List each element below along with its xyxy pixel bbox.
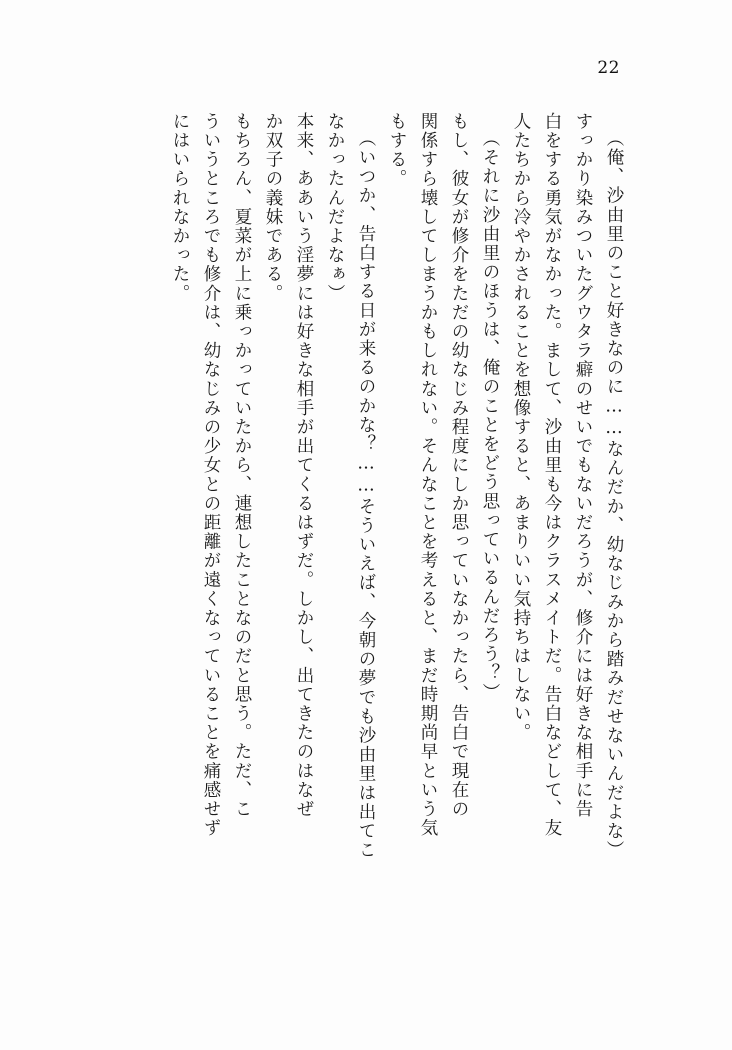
text-line: なかったんだよなぁ） [325, 112, 345, 303]
text-line: すっかり染みついたグウタラ癖のせいでもないだろうが、修介には好きな相手に告 [573, 112, 593, 819]
text-line: 人たちから冷やかされることを想像すると、あまりいい気持ちはしない。 [511, 112, 531, 743]
text-line: もし、彼女が修介をただの幼なじみ程度にしか思っていなかったら、告白で現在の [449, 112, 469, 819]
text-line: ういうところでも修介は、幼なじみの少女との距離が遠くなっていることを痛感せず [201, 112, 221, 838]
text-line: （俺、沙由里のこと好きなのに……なんだか、幼なじみから踏みだせないんだよな） [604, 129, 624, 860]
text-line: （いつか、告白する日が来るのかな？……そういえば、今朝の夢でも沙由里は出てこ [356, 129, 376, 860]
text-line: 白をする勇気がなかった。まして、沙由里も今はクラスメイトだ。告白などして、友 [542, 112, 562, 838]
page-number: 22 [597, 58, 620, 78]
text-line: もちろん、夏菜が上に乗っかっていたから、連想したことなのだと思う。ただ、こ [232, 112, 252, 819]
text-line: （それに沙由里のほうは、俺のことをどう思っているんだろう？） [480, 129, 500, 702]
text-line: もする。 [387, 112, 407, 189]
text-line: 関係すら壊してしまうかもしれない。そんなことを考えると、まだ時期尚早という気 [418, 112, 438, 838]
body-text [110, 112, 622, 972]
text-line: にはいられなかった。 [170, 112, 190, 303]
text-line: 本来、ああいう淫夢には好きな相手が出てくるはずだ。しかし、出てきたのはなぜ [294, 112, 314, 819]
text-line: か双子の義妹である。 [263, 112, 283, 303]
